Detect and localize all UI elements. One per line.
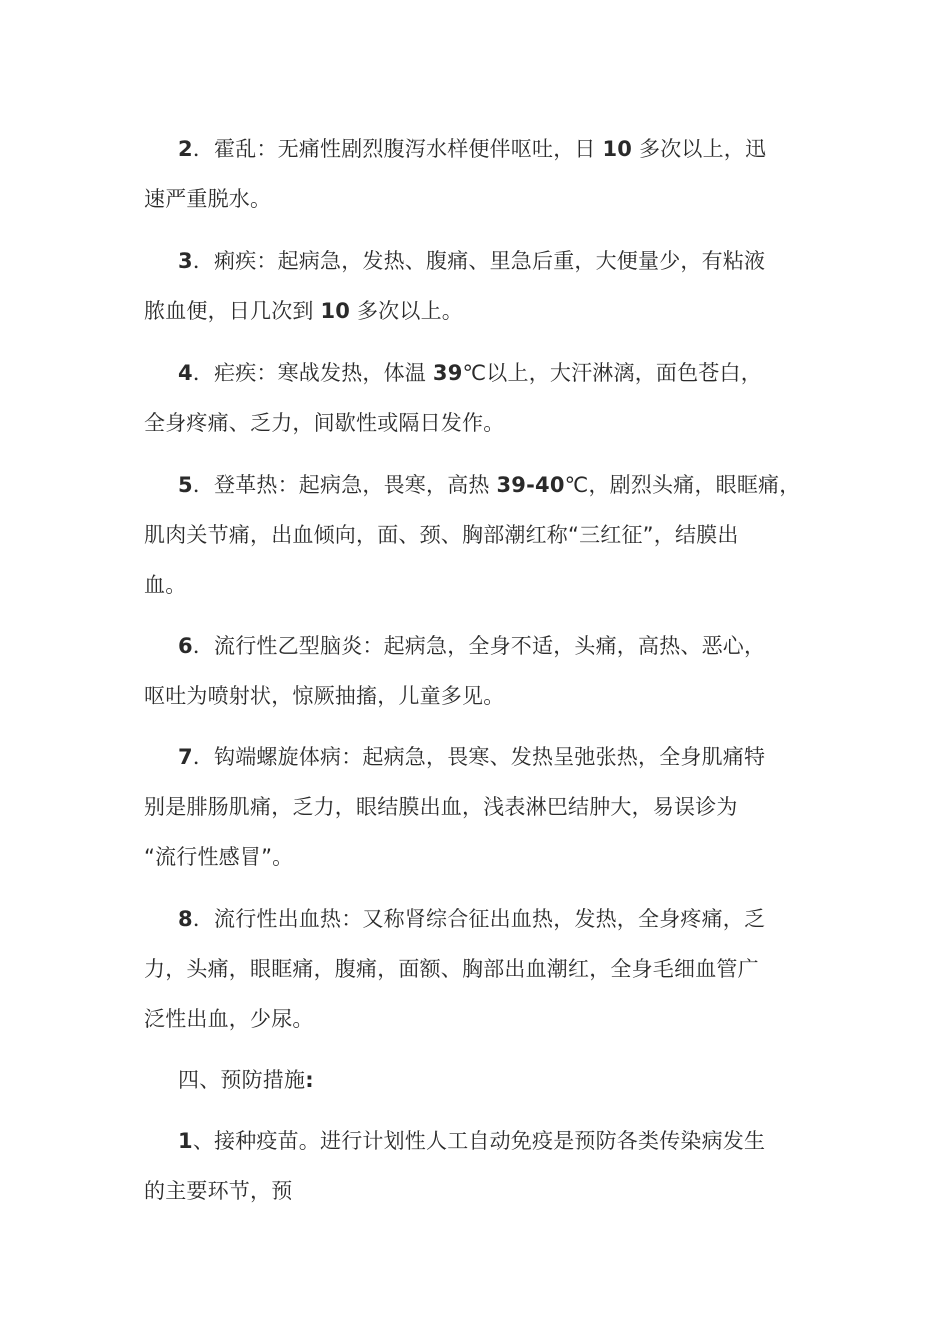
text-line	[144, 1116, 824, 1166]
text-line	[144, 732, 824, 782]
text-segment: ．登革热：起病急，畏寒，高热	[192, 473, 497, 497]
text-line	[144, 236, 824, 286]
paragraph-encephalitis	[144, 621, 824, 721]
text-line	[144, 894, 824, 944]
number-segment: 10	[320, 299, 351, 323]
text-segment: 全身疼痛、乏力，间歇性或隔日发作。	[144, 411, 505, 435]
paragraph-cholera	[144, 124, 824, 224]
item-number: 1	[178, 1129, 193, 1153]
heading-colon: :	[305, 1068, 314, 1092]
text-segment: 别是腓肠肌痛，乏力，眼结膜出血，浅表淋巴结肿大，易误诊为	[144, 795, 738, 819]
text-segment: 泛性出血，少尿。	[144, 1007, 314, 1031]
text-segment: ．疟疾：寒战发热，体温	[192, 361, 433, 385]
text-line	[144, 124, 824, 174]
paragraph-malaria	[144, 348, 824, 448]
text-segment: 肌肉关节痛，出血倾向，面、颈、胸部潮红称“三红征”，结膜出	[144, 523, 739, 547]
text-line	[144, 832, 824, 882]
text-segment: 呕吐为喷射状，惊厥抽搐，儿童多见。	[144, 684, 505, 708]
text-segment: ℃以上，大汗淋漓，面色苍白，	[462, 361, 762, 385]
number-segment: 39	[432, 361, 463, 385]
item-number: 2	[178, 137, 193, 161]
text-segment: ．钩端螺旋体病：起病急，畏寒、发热呈弛张热，全身肌痛特	[192, 745, 766, 769]
text-line	[144, 1055, 824, 1105]
text-line	[144, 782, 824, 832]
item-number: 7	[178, 745, 193, 769]
text-line	[144, 560, 824, 610]
text-segment: ℃，剧烈头痛，眼眶痛，	[564, 473, 801, 497]
item-number: 4	[178, 361, 193, 385]
text-line	[144, 460, 824, 510]
text-line	[144, 621, 824, 671]
item-number: 5	[178, 473, 193, 497]
text-segment: 的主要环节，预	[144, 1179, 293, 1203]
text-segment: 力，头痛，眼眶痛，腹痛，面额、胸部出血潮红，全身毛细血管广	[144, 957, 759, 981]
paragraph-dysentery	[144, 236, 824, 336]
section-heading-prevention	[144, 1055, 824, 1105]
number-segment: 10	[602, 137, 633, 161]
paragraph-hemorrhagic-fever	[144, 894, 824, 1044]
text-segment: 、接种疫苗。进行计划性人工自动免疫是预防各类传染病发生	[192, 1129, 766, 1153]
text-segment: 多次以上，迅	[632, 137, 767, 161]
paragraph-vaccination	[144, 1116, 824, 1216]
text-line	[144, 671, 824, 721]
text-segment: ．流行性乙型脑炎：起病急，全身不适，头痛，高热、恶心，	[192, 634, 766, 658]
text-line	[144, 286, 824, 336]
paragraph-dengue	[144, 460, 824, 610]
heading-text: 四、预防措施	[178, 1068, 306, 1092]
paragraph-leptospirosis	[144, 732, 824, 882]
item-number: 8	[178, 907, 193, 931]
text-line	[144, 994, 824, 1044]
text-segment: ．霍乱：无痛性剧烈腹泻水样便伴呕吐，日	[192, 137, 603, 161]
text-segment: “流行性感冒”。	[144, 845, 294, 869]
text-segment: 多次以上。	[350, 299, 463, 323]
text-line	[144, 398, 824, 448]
text-line	[144, 1166, 824, 1216]
text-line	[144, 510, 824, 560]
item-number: 6	[178, 634, 193, 658]
text-line	[144, 174, 824, 224]
text-segment: ．痢疾：起病急，发热、腹痛、里急后重，大便量少，有粘液	[192, 249, 766, 273]
text-line	[144, 944, 824, 994]
text-segment: 速严重脱水。	[144, 187, 272, 211]
item-number: 3	[178, 249, 193, 273]
text-segment: 脓血便，日几次到	[144, 299, 321, 323]
text-segment: 血。	[144, 573, 187, 597]
text-segment: ．流行性出血热：又称肾综合征出血热，发热，全身疼痛，乏	[192, 907, 766, 931]
number-segment: 39-40	[496, 473, 565, 497]
text-line	[144, 348, 824, 398]
